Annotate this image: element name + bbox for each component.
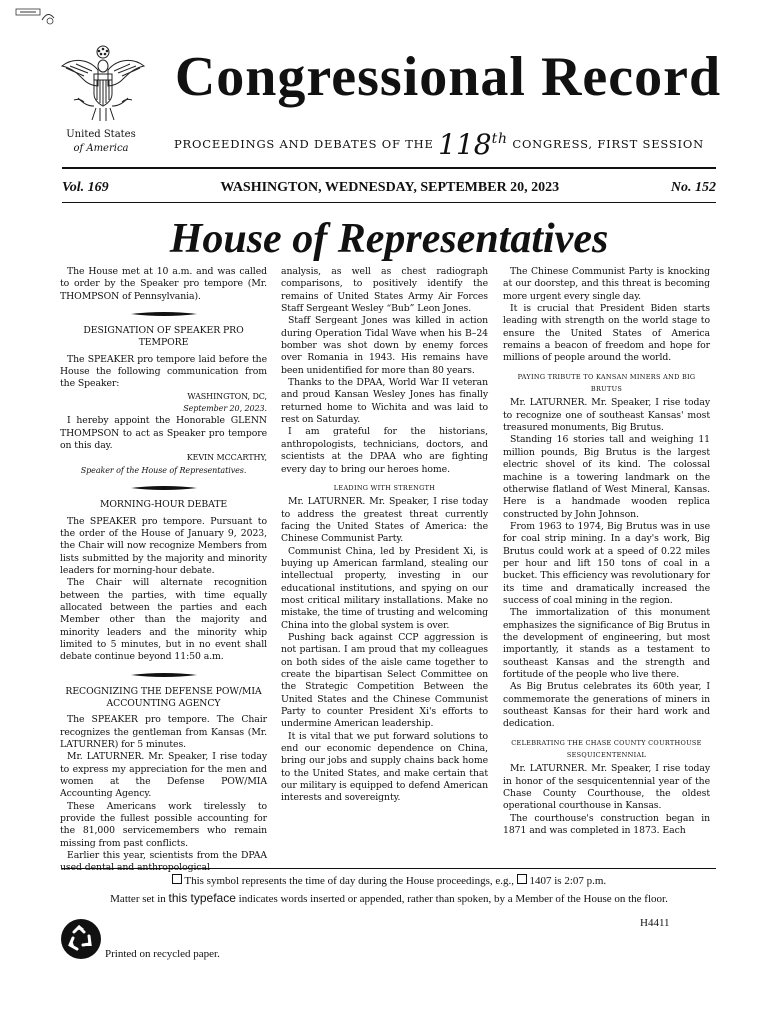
paragraph: Mr. LATURNER. Mr. Speaker, I rise today to express my appreciation for the men and women at the Defense POW/MIA Accounting Agency.: [60, 751, 267, 800]
paragraph: The House met at 10 a.m. and was called to order by the Speaker pro tempore (Mr. THOMPSON of Pennsylvania).: [60, 266, 267, 302]
paragraph: The Chair will alternate recognition between the parties, with time equally allocated between the parties and each Member other than the majority and minority leaders and the minority whip limited to 5 minutes, but in no event shall debate continue beyond 11:50 a.m.: [60, 577, 267, 663]
column-3: [503, 266, 710, 837]
masthead-rule-bottom: [62, 202, 716, 203]
column-2: [281, 266, 488, 805]
paragraph: Standing 16 stories tall and weighing 11 million pounds, Big Brutus is the largest electric shovel of its kind. The colossal machine is a towering landmark on the otherwise flatland of West Mineral, Kansas. Here is a handmade wooden replica constructed by John Johnson.: [503, 434, 710, 520]
gpo-authentication-stamp-icon: [14, 6, 58, 26]
time-symbol-icon: [172, 874, 182, 884]
typeface-sample: this typeface: [168, 891, 236, 905]
section-subheading: PAYING TRIBUTE TO KANSAN MINERS AND BIG BRUTUS: [517, 372, 696, 394]
subtitle-suffix: CONGRESS, FIRST SESSION: [512, 137, 704, 151]
seal-caption-line1: United States: [66, 129, 136, 140]
paragraph: It is crucial that President Biden starts leading with strength on the world stage to ensure the United States of America remains a beacon of freedom and hope for millions of people around the world.: [503, 303, 710, 364]
volume-number: Vol. 169: [62, 180, 109, 195]
time-symbol-icon: [517, 874, 527, 884]
letter-signer-title: Speaker of the House of Representatives.: [80, 465, 247, 475]
section-divider-ornament-icon: [129, 483, 199, 493]
paragraph: As Big Brutus celebrates its 60th year, I commemorate the generations of miners in southeast Kansas for their hard work and dedication.: [503, 681, 710, 730]
paragraph: The Chinese Communist Party is knocking at our doorstep, and this threat is becoming more urgent every single day.: [503, 266, 710, 302]
issue-number: No. 152: [670, 180, 716, 195]
symbol-legend: [62, 874, 716, 887]
typeface-legend: [62, 891, 716, 905]
paragraph: Mr. LATURNER. Mr. Speaker, I rise today in honor of the sesquicentennial year of the Chase County Courthouse, the oldest operational courthouse in Kansas.: [503, 763, 710, 812]
typeface-suffix: indicates words inserted or appended, rather than spoken, by a Member of the House on the floor.: [238, 893, 668, 905]
paragraph: Communist China, led by President Xi, is buying up American farmland, stealing our intellectual property, investing in our educational institutions, and spying on our most critical military installations. Make no mistake, the time of trusting and welcoming China into the global system is over.: [281, 545, 488, 631]
seal-caption: [50, 128, 152, 156]
congress-suffix: th: [491, 131, 508, 148]
paragraph: Thanks to the DPAA, World War II veteran and proud Kansan Wesley Jones has finally returned home to Wichita and was laid to rest on Saturday.: [281, 377, 488, 426]
paragraph: Earlier this year, scientists from the DPAA used dental and anthropological: [60, 850, 267, 874]
paragraph: Mr. LATURNER. Mr. Speaker, I rise today to address the greatest threat currently facing the United States of America: the Chinese Communist Party.: [281, 496, 488, 545]
footer-rule: [62, 868, 716, 869]
recycle-icon: [60, 918, 102, 960]
section-divider-ornament-icon: [129, 309, 199, 319]
letter-place: WASHINGTON, DC,: [187, 391, 267, 401]
paragraph: The immortalization of this monument emphasizes the significance of Big Brutus in the development of engineering, but most importantly, it stands as a testament to southeast Kansas and the strength and fortitude of the people who live there.: [503, 607, 710, 680]
letter-date: September 20, 2023.: [183, 404, 267, 414]
paragraph: I am grateful for the historians, anthropologists, technicians, doctors, and scientists at the DPAA who are fighting every day to bring our heroes home.: [281, 426, 488, 475]
dateline: WASHINGTON, WEDNESDAY, SEPTEMBER 20, 2023: [220, 180, 560, 195]
paragraph: These Americans work tirelessly to provide the fullest possible accounting for the 81,000 servicemembers who remain missing from past conflicts.: [60, 800, 267, 849]
paragraph: From 1963 to 1974, Big Brutus was in use for coal strip mining. In a day's work, Big Brutus could work at a speed of 0.22 miles per hour and lift 150 tons of coal in a bucket. This efficiency was revolutionary for its time and dramatically increased the success of coal mining in the region.: [503, 520, 710, 606]
paragraph: Staff Sergeant Jones was killed in action during Operation Tidal Wave when his B–24 bomber was shot down by enemy forces over Romania in 1943. His remains have been unidentified for more than 80 years.: [281, 315, 488, 376]
symbol-note: This symbol represents the time of day during the House proceedings, e.g.,: [184, 875, 514, 887]
symbol-example: 1407 is 2:07 p.m.: [529, 875, 607, 887]
congress-number: 118: [438, 128, 492, 161]
paragraph: Mr. LATURNER. Mr. Speaker, I rise today to recognize one of southeast Kansas' most treasured monuments, Big Brutus.: [503, 397, 710, 434]
paragraph: The SPEAKER pro tempore. The Chair recognizes the gentleman from Kansas (Mr. LATURNER) for 5 minutes.: [60, 714, 267, 750]
paragraph: It is vital that we put forward solutions to end our economic dependence on China, bring our jobs and supply chains back home to the United States, and make certain that our military is equipped to defend American interests and sovereignty.: [281, 730, 488, 804]
great-seal-icon: [58, 40, 148, 124]
page-number: H4411: [640, 917, 670, 929]
column-1: [60, 266, 267, 875]
section-subheading: LEADING WITH STRENGTH: [333, 483, 436, 492]
paragraph: The SPEAKER pro tempore. Pursuant to the order of the House of January 9, 2023, the Chair will now recognize Members from lists submitted by the majority and minority leaders for morning-hour debate.: [60, 515, 267, 576]
masthead-rule-top: [62, 167, 716, 169]
typeface-prefix: Matter set in: [110, 893, 166, 905]
section-heading: MORNING-HOUR DEBATE: [99, 499, 228, 511]
section-divider-ornament-icon: [129, 670, 199, 680]
letter-signer: KEVIN MCCARTHY,: [186, 453, 267, 463]
chamber-title: House of Representatives: [169, 216, 609, 262]
section-heading: RECOGNIZING THE DEFENSE POW/MIA ACCOUNTING AGENCY: [65, 685, 262, 709]
subtitle-prefix: PROCEEDINGS AND DEBATES OF THE: [174, 137, 434, 151]
recycled-paper-note: Printed on recycled paper.: [105, 948, 220, 960]
paragraph: Pushing back against CCP aggression is not partisan. I am proud that my colleagues on both sides of the aisle came together to create the bipartisan Select Committee on the Strategic Competition Between the United States and the Chinese Communist Party to counter President Xi's efforts to undermine American leadership.: [281, 631, 488, 730]
section-heading: DESIGNATION OF SPEAKER PRO TEMPORE: [83, 325, 244, 349]
paragraph: I hereby appoint the Honorable GLENN THOMPSON to act as Speaker pro tempore on this day.: [60, 415, 267, 452]
masthead-subtitle: [174, 128, 734, 161]
section-subheading: CELEBRATING THE CHASE COUNTY COURTHOUSE SESQUICENTENNIAL: [511, 738, 702, 760]
seal-caption-line2: of America: [73, 143, 129, 154]
masthead-title: Congressional Record: [174, 46, 722, 108]
paragraph: The courthouse's construction began in 1871 and was completed in 1873. Each: [503, 812, 710, 837]
paragraph: The SPEAKER pro tempore laid before the House the following communication from the Speaker:: [60, 353, 267, 390]
issue-line: [62, 180, 716, 196]
paragraph: analysis, as well as chest radiograph comparisons, to positively identify the remains of United States Army Air Forces Staff Sergeant Wesley “Bub” Leon Jones.: [281, 266, 488, 315]
